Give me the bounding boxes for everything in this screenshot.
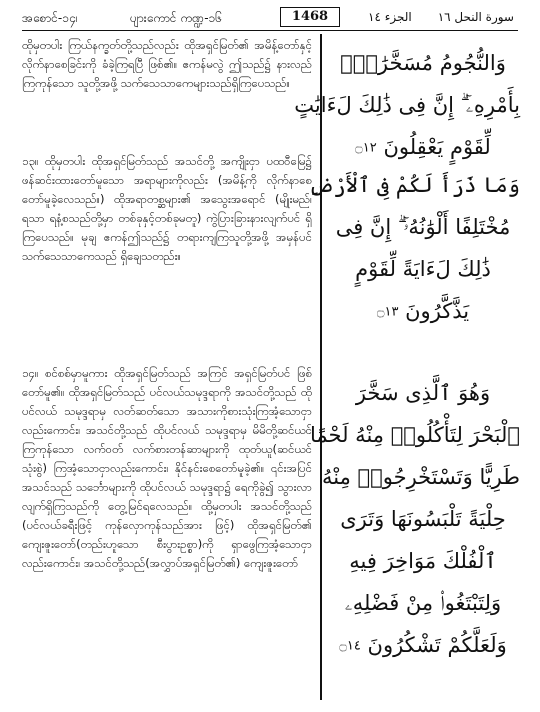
translation-paragraph: ထိုမှတပါး ကြယ်နက္ခတ်တို့သည်လည်း ထိုအရှင်မြတ်၏ အမိန့်တော်နှင့် လိုက်နာစေခြင်းကို ခံခဲ့ကြရပြီ ဖြစ်၏။ ဧကန်မလွဲ ဤသည်၌ နားလည်ကြကုန်သော သူတို့အဖို့ သက်သေသာကေများသည်ရှိကြပေသည်။ (22, 38, 312, 90)
arabic-line: وَالنُّجُومُ مُسَخَّرَٰتٌۢ (340, 51, 506, 75)
arabic-line: بِأَمْرِهِۦٓ ۗ إِنَّ فِى ذَٰلِكَ لَءَايَٰتٍ (294, 93, 520, 117)
translation-paragraph: ၁၃။ ထိုမှတပါး ထိုအရှင်မြတ်သည် အသင်တို့ အကျိုးငှာ ပထဝီမြေ၌ ဖန်ဆင်းထားတော်မူသော အရာများကိုလည်း (အမိန့်ကို လိုက်နာစေတော်မူခဲ့လေသည်။) ထိုအရာတစ္ဆများ၏ အသွေးအရောင် (မျိုးမည်၊ ရသာ ရနံ့စသည်တို့မှာ တစ်ခုနှင့်တစ်ခုမတူ) ကွဲပြားခြားနားလျက်ပင် ရှိကြပေသည်။ မုချ ဧကန်ဤသည်၌ တရားကျကြသူတို့အဖို့ အမှန်ပင် သက်သေသာကေသည် ရှိချေသတည်း။ (22, 154, 312, 263)
arabic-verse-14 (310, 372, 520, 668)
arabic-line (326, 290, 520, 334)
arabic-line: مُخْتَلِفًا أَلْوَٰنُهُۥٓ ۗ إِنَّ فِى (335, 215, 511, 239)
arabic-text: يَذَّكَّرُونَ (405, 299, 470, 323)
arabic-line: ذَٰلِكَ لَءَايَةً لِّقَوْمٍ (355, 257, 491, 281)
header-section: ပျားကောင် ကဏ္ဍ-၁၆ (130, 11, 223, 25)
arabic-text: لِّقَوْمٍ يَعْقِلُونَ (383, 135, 491, 159)
header-surah: سورة النحل ١٦ (437, 10, 514, 24)
verse-marker: ۝١٢ (355, 140, 377, 156)
arabic-line: وَلِتَبْتَغُوا۟ مِنْ فَضْلِهِۦ (344, 591, 502, 615)
translation-paragraph: ၁၄။ စင်စစ်မှာမူကား ထိုအရှင်မြတ်သည် အကြင် အရှင်မြတ်ပင် ဖြစ်တော်မူ၏။ ထိုအရှင်မြတ်သည် ပင်လယ်သမုဒ္ဒရာကို အသင်တို့သည် ထိုပင်လယ် သမုဒ္ဒရာမှ လတ်ဆတ်သော အသားကိုစားသုံးကြအံ့သောငှာလည်းကောင်း၊ အသင်တို့သည် ထိုပင်လယ် သမုဒ္ဒရာမှ မိမိတို့ဆင်ယင်ကြကုန်သော လက်ဝတ် လက်စားတန်ဆာများကို ထုတ်ယူ(ဆင်ယင် သုံးစွဲ) ကြအံ့သောငှာလည်းကောင်း၊ နိုင်နင်းစေတော်မူခဲ့၏။ ၎င်းအပြင် အသင်သည် သင်္ဘောများကို ထိုပင်လယ် သမုဒ္ဒရာ၌ ရေကိုခွဲ၍ သွားလာလျက်ရှိကြသည်ကို တွေ့မြင်ရလေသည်။ ထို့မှတပါး အသင်တို့သည် (ပင်လယ်ခရီးဖြင့် ကုန်လှောကုန်သည်အား ဖြင့်) ထိုအရှင်မြတ်၏ ကျေးဇူးတော်(တည်းဟူသော စီးပွားဥစ္စာ)ကို ရှာဖွေကြအံ့သောငှာလည်းကောင်း၊ အသင်တို့သည်(အလွှာပ်အရှင်မြတ်၏) ကျေးဇူးတော် (22, 366, 312, 570)
column-divider (320, 34, 322, 700)
arabic-line (326, 126, 520, 170)
translation-verse-14 (22, 364, 312, 573)
verse-marker: ۝١٣ (376, 304, 399, 320)
arabic-line: حِلْيَةً تَلْبَسُونَهَا وَتَرَى (340, 507, 506, 531)
arabic-verse-12 (294, 42, 520, 170)
header-issue: အစောင်-၁၄၊ (22, 11, 78, 25)
arabic-text: وَلَعَلَّكُمْ تَشْكُرُونَ (367, 633, 507, 657)
verse-marker: ۝١٤ (339, 638, 361, 654)
arabic-verse-13 (308, 164, 520, 334)
translation-verse-12 (22, 36, 312, 93)
translation-verse-13 (22, 152, 312, 266)
page-header (22, 6, 518, 31)
arabic-line: وَمَا ذَرَأَ لَكُمْ فِى ٱلْأَرْضِ (308, 173, 520, 197)
arabic-line: طَرِيًّا وَتَسْتَخْرِجُوا۟ مِنْهُ (322, 465, 520, 489)
arabic-line: ٱلْبَحْرَ لِتَأْكُلُوا۟ مِنْهُ لَحْمًا (310, 423, 520, 447)
arabic-line (326, 624, 520, 668)
header-juz: الجزء ١٤ (368, 10, 412, 24)
arabic-line: ٱلْفُلْكَ مَوَاخِرَ فِيهِ (349, 549, 497, 573)
arabic-line: وَهُوَ ٱلَّذِى سَخَّرَ (355, 381, 491, 405)
page-number: 1468 (280, 7, 340, 27)
